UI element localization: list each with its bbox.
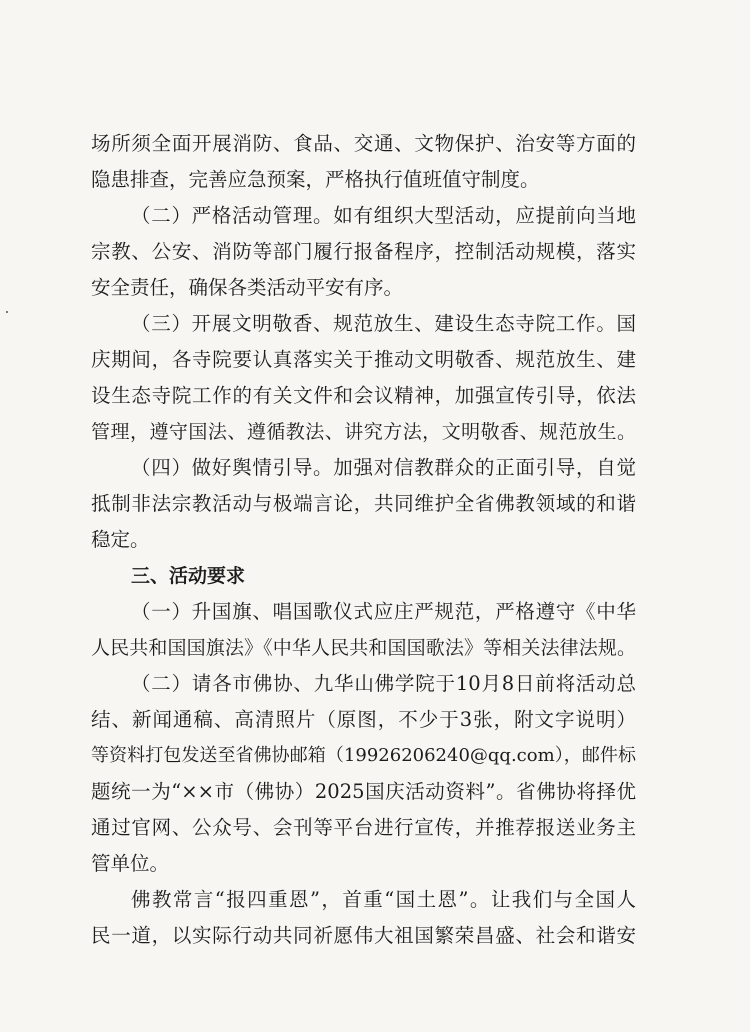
text-line: 民一道，以实际行动共同祈愿伟大祖国繁荣昌盛、社会和谐安 xyxy=(91,924,636,947)
section-heading: 三、活动要求 xyxy=(131,565,246,587)
text-line: （二）严格活动管理。如有组织大型活动，应提前向当地 xyxy=(131,204,636,227)
text-line: （三）开展文明敬香、规范放生、建设生态寺院工作。国 xyxy=(131,312,636,335)
text-line: 抵制非法宗教活动与极端言论，共同维护全省佛教领域的和谐 xyxy=(91,492,636,515)
text-line: 结、新闻通稿、高清照片（原图，不少于3张，附文字说明） xyxy=(91,708,636,731)
text-line: （二）请各市佛协、九华山佛学院于10月8日前将活动总 xyxy=(131,672,636,695)
text-line: 宗教、公安、消防等部门履行报备程序，控制活动规模，落实 xyxy=(91,240,636,263)
text-line: 等资料打包发送至省佛协邮箱（19926206240@qq.com），邮件标 xyxy=(91,745,636,766)
text-line: 管理，遵守国法、遵循教法、讲究方法，文明敬香、规范放生。 xyxy=(91,421,636,443)
text-line: 通过官网、公众号、会刊等平台进行宣传，并推荐报送业务主 xyxy=(91,816,636,839)
text-line: 庆期间，各寺院要认真落实关于推动文明敬香、规范放生、建 xyxy=(91,348,636,371)
text-line: 场所须全面开展消防、食品、交通、文物保护、治安等方面的 xyxy=(91,132,636,155)
scan-speck xyxy=(6,311,8,313)
text-line: 稳定。 xyxy=(91,528,150,551)
text-line: 人民共和国国旗法》《中华人民共和国国歌法》等相关法律法规。 xyxy=(91,637,636,659)
text-line: 隐患排查，完善应急预案，严格执行值班值守制度。 xyxy=(91,168,540,191)
text-line: 题统一为“××市（佛协）2025国庆活动资料”。省佛协将择优 xyxy=(91,780,636,803)
text-line: 佛教常言“报四重恩”，首重“国土恩”。让我们与全国人 xyxy=(131,888,636,911)
text-line: 管单位。 xyxy=(91,852,170,875)
text-line: 安全责任，确保各类活动平安有序。 xyxy=(91,276,404,299)
text-line: （一）升国旗、唱国歌仪式应庄严规范，严格遵守《中华 xyxy=(131,600,636,623)
text-line: （四）做好舆情引导。加强对信教群众的正面引导，自觉 xyxy=(131,456,636,479)
text-line: 设生态寺院工作的有关文件和会议精神，加强宣传引导，依法 xyxy=(91,384,636,407)
